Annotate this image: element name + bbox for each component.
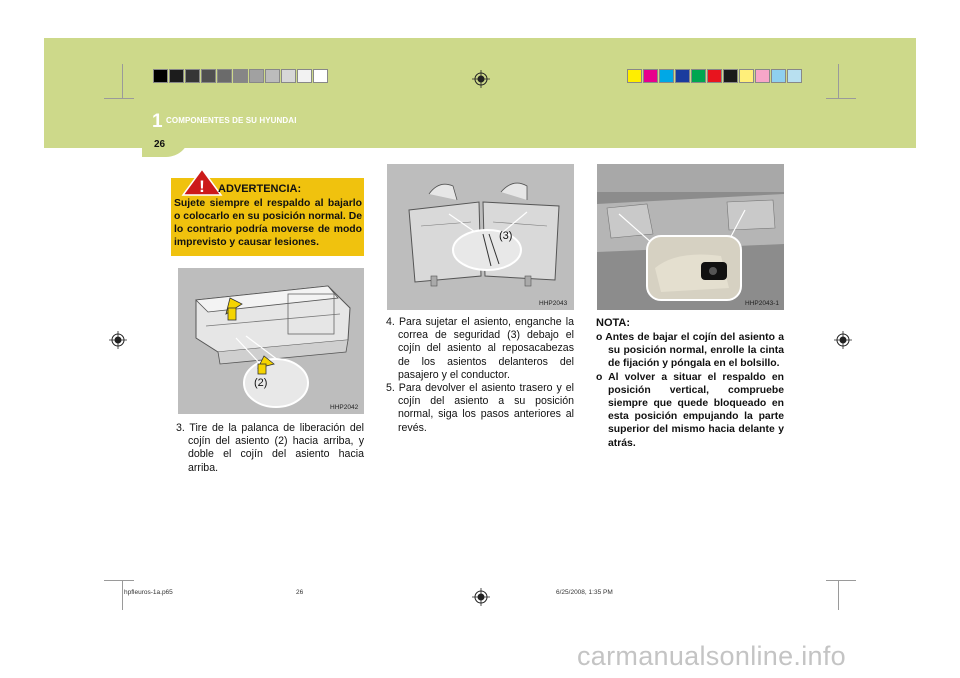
steps-4-5-text	[386, 316, 574, 435]
color-swatch	[233, 69, 248, 83]
color-swatch	[201, 69, 216, 83]
note-text	[596, 331, 784, 450]
color-swatch	[169, 69, 184, 83]
figure-code: HHP2042	[330, 404, 359, 411]
crop-mark	[826, 98, 856, 99]
color-swatch	[265, 69, 280, 83]
crop-mark	[122, 64, 123, 98]
warning-text: Sujete siempre el respaldo al bajarlo o colocarlo en su posición normal. De lo contrario podría moverse de modo imprevisto y causar lesiones.	[174, 198, 362, 248]
warning-title: ADVERTENCIA:	[218, 183, 302, 195]
crop-mark	[104, 98, 134, 99]
figure-code: HHP2043-1	[745, 300, 779, 307]
callout-2: (2)	[254, 377, 268, 389]
footer-file: hpfleuros-1a.p65	[124, 589, 173, 596]
rear-seat-strap-illustration	[387, 164, 574, 310]
color-swatch	[691, 69, 706, 83]
crop-mark	[826, 580, 856, 581]
footer-datetime: 6/25/2008, 1:35 PM	[556, 589, 613, 596]
callout-3: (3)	[499, 230, 513, 242]
color-swatch	[249, 69, 264, 83]
section-number: 1	[152, 111, 163, 132]
figure-hhp2042	[178, 268, 364, 414]
section-title: COMPONENTES DE SU HYUNDAI	[166, 116, 297, 125]
note-item-2: o Al volver a situar el respaldo en posición vertical, compruebe siempre que quede bloqueado en esta posición empujando la parte superior del mismo hacia delante y atrás.	[596, 371, 784, 449]
note-title: NOTA:	[596, 317, 631, 329]
color-swatch	[771, 69, 786, 83]
color-swatch	[755, 69, 770, 83]
color-swatch	[787, 69, 802, 83]
crop-mark	[838, 580, 839, 610]
color-swatch	[723, 69, 738, 83]
color-swatch	[707, 69, 722, 83]
color-swatch	[217, 69, 232, 83]
registration-mark-bottom-icon	[472, 588, 490, 606]
svg-text:!: !	[199, 177, 205, 196]
color-swatch	[297, 69, 312, 83]
color-swatch	[153, 69, 168, 83]
note-item-1: o Antes de bajar el cojín del asiento a su posición normal, enrolle la cinta de fijación y póngala en el bolsillo.	[596, 332, 784, 370]
seat-cushion-illustration	[178, 268, 364, 414]
color-swatch	[281, 69, 296, 83]
footer-page: 26	[296, 589, 304, 596]
color-swatch	[643, 69, 658, 83]
page-tab	[142, 131, 190, 157]
crop-mark	[122, 580, 123, 610]
step-3-text	[176, 422, 364, 475]
registration-mark-left-icon	[109, 331, 127, 349]
color-swatch	[313, 69, 328, 83]
registration-mark-right-icon	[834, 331, 852, 349]
color-swatch	[739, 69, 754, 83]
color-swatch	[185, 69, 200, 83]
figure-hhp2043	[387, 164, 574, 310]
step-5: 5. Para devolver el asiento trasero y el cojín del asiento a su posición normal, siga los pasos anteriores al revés.	[386, 382, 574, 434]
crop-mark	[838, 64, 839, 98]
page-number: 26	[154, 139, 166, 150]
watermark: carmanualsonline.info	[577, 641, 846, 671]
color-swatch	[627, 69, 642, 83]
step-4: 4. Para sujetar el asiento, enganche la correa de seguridad (3) debajo el cojín del asiento al reposacabezas de los asientos delanteros del pasajero y el conductor.	[386, 316, 574, 381]
figure-code: HHP2043	[539, 300, 568, 307]
step-3: 3. Tire de la palanca de liberación del cojín del asiento (2) hacia arriba, y doble el cojín del asiento hacia arriba.	[176, 422, 364, 474]
registration-mark-top-icon	[472, 70, 490, 88]
color-swatch	[659, 69, 674, 83]
figure-hhp2043-1	[597, 164, 784, 310]
warning-triangle-icon	[181, 167, 223, 197]
color-swatch	[675, 69, 690, 83]
cargo-pocket-photo	[597, 164, 784, 310]
crop-mark	[104, 580, 134, 581]
